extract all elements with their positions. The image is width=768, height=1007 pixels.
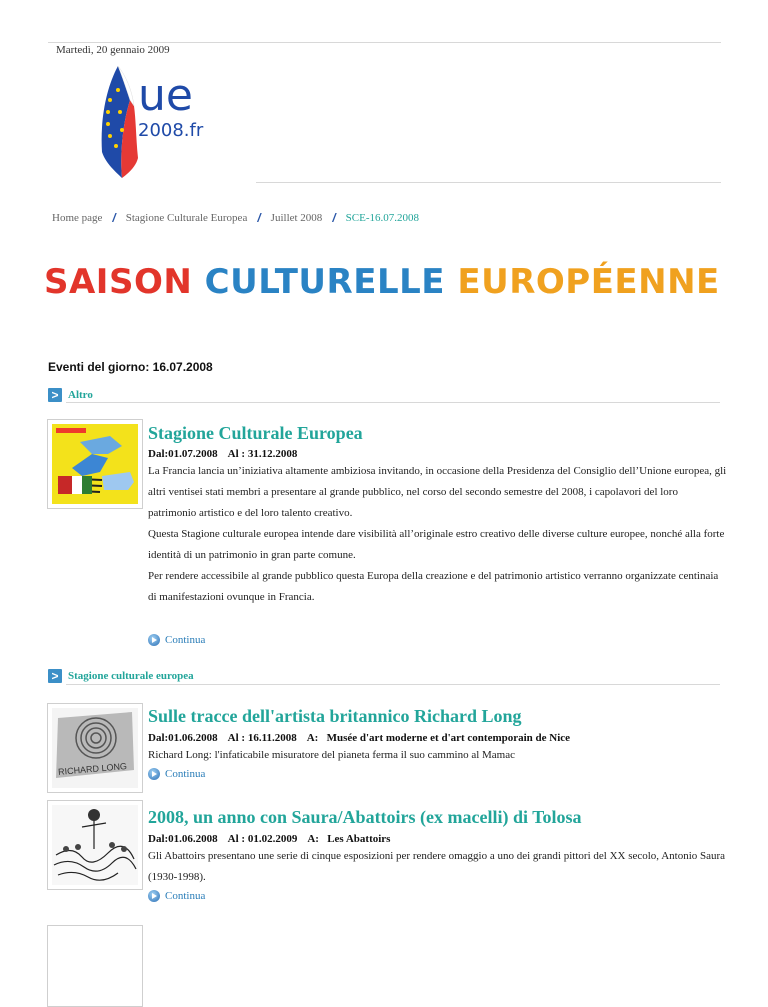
category-divider [66, 684, 720, 685]
breadcrumb-separator: / [257, 211, 261, 225]
event-place: A: Musée d'art moderne et d'art contemporain de Nice [306, 732, 571, 744]
event-description [148, 745, 728, 766]
breadcrumb [52, 211, 419, 225]
banner-word-3: EUROPÉENNE [457, 262, 720, 302]
continua-link[interactable] [148, 634, 205, 646]
current-date: Martedì, 20 gennaio 2009 [56, 44, 170, 56]
continua-label: Continua [165, 768, 206, 780]
category-divider [66, 402, 720, 403]
event-description [148, 846, 728, 888]
category-arrow-icon: > [48, 669, 62, 683]
event-paragraph: Per rendere accessibile al grande pubblico questa Europa della creazione e del patrimonio artistico verranno organizzate centinaia di manifestazioni ovunque in Francia. [148, 570, 719, 603]
category-arrow-icon: > [48, 388, 62, 402]
event-title[interactable]: Sulle tracce dell'artista britannico Richard Long [148, 706, 522, 726]
hands-artwork-icon [52, 424, 138, 504]
breadcrumb-current: SCE-16.07.2008 [345, 212, 419, 224]
event-paragraph: La Francia lancia un’iniziativa altamente ambiziosa invitando, in occasione della Presidenza del Consiglio dell’Unione europea, gli altri ventisei stati membri a presentare al grande pubblico, nel corso del secondo semestre del 2008, i capolavori del loro patrimonio artistico e del loro talento creativo. [148, 465, 727, 519]
event-date-to: Al : 16.11.2008 [227, 732, 297, 744]
event-date-to: Al : 31.12.2008 [227, 448, 298, 460]
logo-text-ue: ue [138, 70, 193, 121]
event-dates [148, 448, 307, 460]
day-title: Eventi del giorno: 16.07.2008 [48, 360, 213, 374]
continua-link[interactable] [148, 890, 205, 902]
saison-culturelle-banner [44, 262, 720, 302]
play-circle-icon [148, 634, 160, 646]
saura-artwork-icon [52, 805, 138, 885]
continua-link[interactable] [148, 768, 205, 780]
logo-text-site: 2008.fr [138, 120, 204, 141]
event-title[interactable]: 2008, un anno con Saura/Abattoirs (ex macelli) di Tolosa [148, 807, 582, 827]
category-header-altro [48, 388, 93, 402]
event-thumbnail[interactable] [47, 925, 143, 1007]
ue2008-logo[interactable] [96, 60, 226, 180]
continua-label: Continua [165, 890, 206, 902]
event-thumbnail[interactable] [47, 703, 143, 793]
event-date-from: Dal:01.06.2008 [148, 732, 218, 744]
play-circle-icon [148, 768, 160, 780]
event-date-from: Dal:01.06.2008 [148, 833, 218, 845]
event-description [148, 461, 728, 608]
category-label[interactable]: Altro [68, 389, 93, 401]
event-date-to: Al : 01.02.2009 [227, 833, 298, 845]
event-paragraph: Richard Long: l'infaticabile misuratore del pianeta ferma il suo cammino al Mamac [148, 749, 515, 761]
breadcrumb-stagione[interactable]: Stagione Culturale Europea [125, 212, 248, 224]
event-dates [148, 833, 400, 845]
category-label[interactable]: Stagione culturale europea [68, 670, 194, 682]
event-paragraph: Questa Stagione culturale europea intende dare visibilità all’originale estro creativo delle diverse culture europee, nonché alla forte identità di un patrimonio in gran parte comune. [148, 528, 725, 561]
event-thumbnail[interactable] [47, 419, 143, 509]
continua-label: Continua [165, 634, 206, 646]
event-paragraph: Gli Abattoirs presentano une serie di cinque esposizioni per rendere omaggio a uno dei grandi pittori del XX secolo, Antonio Saura (1930-1998). [148, 850, 726, 883]
event-dates [148, 732, 580, 744]
event-place: A: Les Abattoirs [307, 833, 391, 845]
category-header-stagione [48, 669, 194, 683]
event-title[interactable]: Stagione Culturale Europea [148, 423, 363, 443]
top-divider [48, 42, 721, 43]
event-date-from: Dal:01.07.2008 [148, 448, 218, 460]
breadcrumb-home[interactable]: Home page [52, 212, 103, 224]
banner-word-2: CULTURELLE [204, 262, 446, 302]
breadcrumb-separator: / [112, 211, 116, 225]
event-thumbnail[interactable] [47, 800, 143, 890]
header-divider [256, 182, 721, 183]
banner-word-1: SAISON [44, 262, 193, 302]
thumbnail-caption: RICHARD LONG [57, 761, 128, 777]
breadcrumb-juillet[interactable]: Juillet 2008 [270, 212, 323, 224]
play-circle-icon [148, 890, 160, 902]
breadcrumb-separator: / [332, 211, 336, 225]
